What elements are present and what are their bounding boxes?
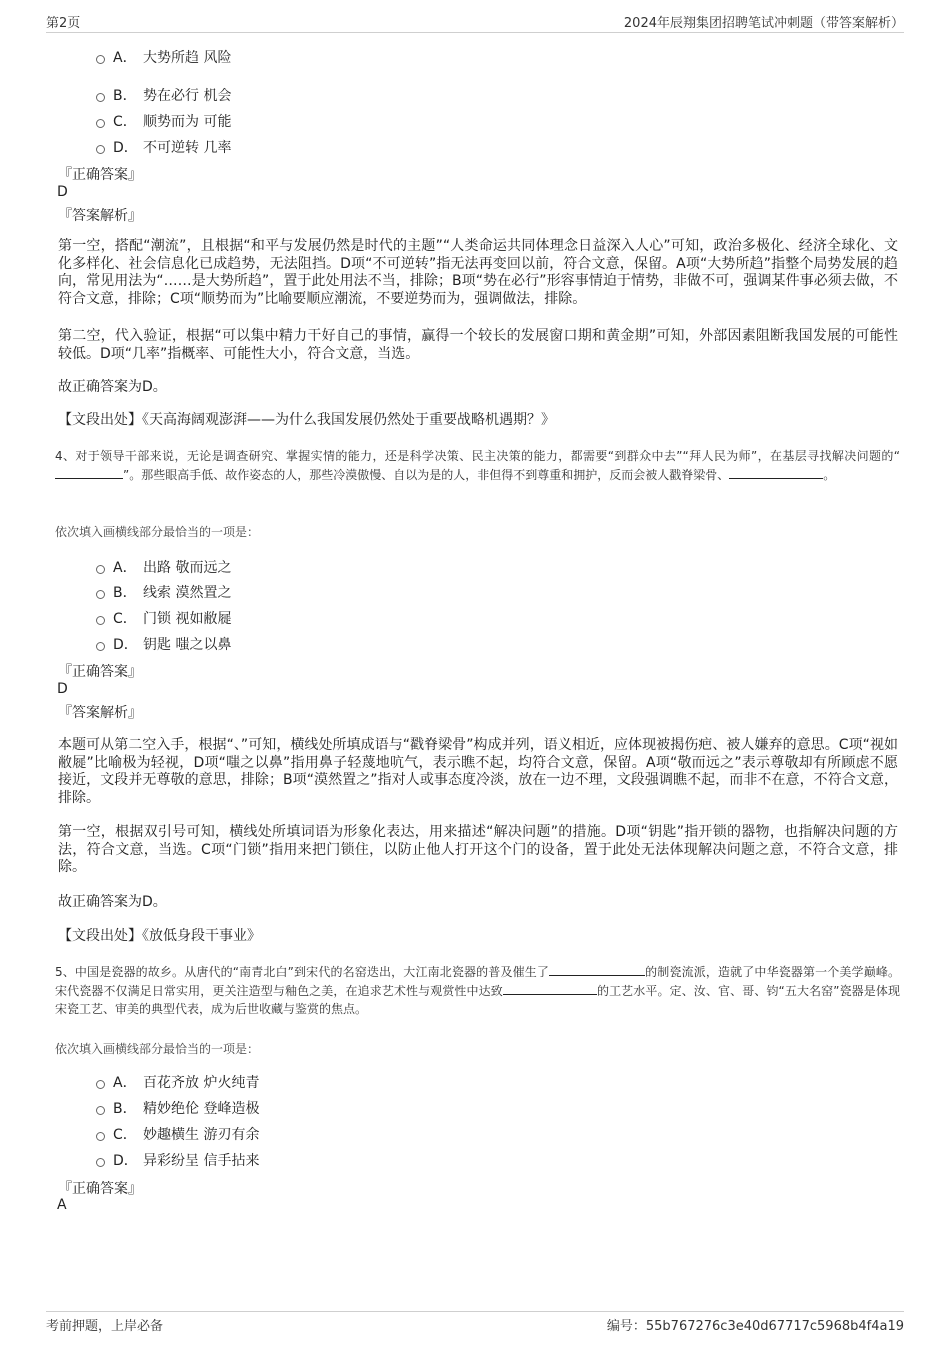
- q4-answer-label: 『正确答案』: [58, 664, 142, 680]
- blank-line: [729, 466, 823, 479]
- q5-answer: A: [57, 1197, 67, 1213]
- page-header: [46, 10, 904, 33]
- q3-option-a[interactable]: A． 大势所趋 风险: [96, 46, 231, 68]
- blank-line: [549, 963, 645, 976]
- radio-icon[interactable]: [96, 145, 105, 154]
- document-code: 编号：55b767276c3e40d67717c5968b4f4a19: [606, 1319, 904, 1334]
- q5-option-b[interactable]: B． 精妙绝伦 登峰造极: [96, 1097, 259, 1119]
- page-footer: [46, 1311, 904, 1342]
- q3-analysis-paragraph: 第二空，代入验证，根据“可以集中精力干好自己的事情，赢得一个较长的发展窗口期和黄金期”可知，外部因素阻断我国发展的可能性较低。D项“几率”指概率、可能性大小，符合文意，当选。: [58, 328, 898, 362]
- q4-analysis-paragraph: 本题可从第二空入手，根据“、”可知，横线处所填成语与“戳脊梁骨”构成并列，语义相近，应体现被揭伤疤、被人嫌弃的意思。C项“视如敝屣”比喻极为轻视，D项“嗤之以鼻”指用鼻子轻蔑地吭气，表示瞧不起，均符合文意，保留。A项“敬而远之”表示尊敬却有所顾虑不愿接近，文段并无尊敬的意思，排除；B项“漠然置之”指对人或事态度冷淡，放在一边不理，文段强调瞧不起，而非不在意，不符合文意，排除。: [58, 737, 898, 806]
- q4-stem: 4、对于领导干部来说，无论是调查研究、掌握实情的能力，还是科学决策、民主决策的能力，都需要“到群众中去”“拜人民为师”，在基层寻找解决问题的“”。那些眼高手低、故作姿态的人，那些冷漠傲慢、自以为是的人，非但得不到尊重和拥护，反而会被人戳脊梁骨、 。: [55, 449, 900, 482]
- radio-icon[interactable]: [96, 616, 105, 625]
- q5-answer-label: 『正确答案』: [58, 1181, 142, 1197]
- q3-analysis-conclusion: 故正确答案为D。: [58, 379, 167, 395]
- radio-icon[interactable]: [96, 1158, 105, 1167]
- q3-answer: D: [57, 184, 68, 200]
- q4-option-b[interactable]: B． 线索 漠然置之: [96, 581, 231, 603]
- q4-option-c[interactable]: C． 门锁 视如敝屣: [96, 607, 231, 629]
- radio-icon[interactable]: [96, 565, 105, 574]
- q3-option-d[interactable]: D． 不可逆转 几率: [96, 136, 231, 158]
- q3-analysis-label: 『答案解析』: [58, 208, 142, 224]
- q5-instruction: 依次填入画横线部分最恰当的一项是：: [55, 1042, 260, 1056]
- q5-option-d[interactable]: D． 异彩纷呈 信手拈来: [96, 1149, 259, 1171]
- footer-slogan: 考前押题，上岸必备: [46, 1319, 164, 1334]
- q3-option-c[interactable]: C． 顺势而为 可能: [96, 110, 231, 132]
- page-number: 第2页: [46, 16, 81, 31]
- q3-answer-label: 『正确答案』: [58, 167, 142, 183]
- radio-icon[interactable]: [96, 590, 105, 599]
- q4-source: 【文段出处】《放低身段干事业》: [58, 928, 261, 944]
- radio-icon[interactable]: [96, 93, 105, 102]
- q5-option-a[interactable]: A． 百花齐放 炉火纯青: [96, 1071, 259, 1093]
- radio-icon[interactable]: [96, 1080, 105, 1089]
- radio-icon[interactable]: [96, 642, 105, 651]
- q4-analysis-paragraph: 第一空，根据双引号可知，横线处所填词语为形象化表达，用来描述“解决问题”的措施。D项“钥匙”指开锁的器物，也指解决问题的方法，符合文意，当选。C项“门锁”指用来把门锁住，以防止他人打开这个门的设备，置于此处无法体现解决问题之意，不符合文意，排除。: [58, 824, 898, 875]
- radio-icon[interactable]: [96, 1132, 105, 1141]
- q5-stem: 5、中国是瓷器的故乡。从唐代的“南青北白”到宋代的名窑迭出，大江南北瓷器的普及催生了 的制瓷流派，造就了中华瓷器第一个美学巅峰。宋代瓷器不仅满足日常实用，更关注造型与釉色之美，在追求艺术性与观赏性中达致 的工艺水平。定、汝、官、哥、钧“五大名窑”瓷器是体现宋瓷工艺、审美的典型代表，成为后世收藏与鉴赏的焦点。: [55, 965, 900, 1016]
- q4-option-d[interactable]: D． 钥匙 嗤之以鼻: [96, 633, 231, 655]
- q4-analysis-conclusion: 故正确答案为D。: [58, 894, 167, 910]
- document-title: 2024年辰翔集团招聘笔试冲刺题（带答案解析）: [623, 16, 904, 31]
- q4-option-a[interactable]: A． 出路 敬而远之: [96, 556, 231, 578]
- q3-option-b[interactable]: B． 势在必行 机会: [96, 84, 231, 106]
- blank-line: [503, 982, 597, 995]
- radio-icon[interactable]: [96, 1106, 105, 1115]
- q3-analysis-paragraph: 第一空，搭配“潮流”，且根据“和平与发展仍然是时代的主题”“人类命运共同体理念日益深入人心”可知，政治多极化、经济全球化、文化多样化、社会信息化已成趋势，无法阻挡。D项“不可逆转”指无法再变回以前，符合文意，保留。A项“大势所趋”指整个局势发展的趋向，常见用法为“……是大势所趋”，置于此处用法不当，排除；B项“势在必行”形容事情迫于情势，非做不可，强调某件事必须去做，不符合文意，排除；C项“顺势而为”比喻要顺应潮流，不要逆势而为，强调做法，排除。: [58, 238, 898, 307]
- blank-line: [55, 466, 123, 479]
- q4-analysis-label: 『答案解析』: [58, 705, 142, 721]
- q5-option-c[interactable]: C． 妙趣横生 游刃有余: [96, 1123, 259, 1145]
- radio-icon[interactable]: [96, 55, 105, 64]
- q3-source: 【文段出处】《天高海阔观澎湃——为什么我国发展仍然处于重要战略机遇期？》: [58, 412, 555, 428]
- q4-answer: D: [57, 681, 68, 697]
- q4-instruction: 依次填入画横线部分最恰当的一项是：: [55, 525, 260, 539]
- radio-icon[interactable]: [96, 119, 105, 128]
